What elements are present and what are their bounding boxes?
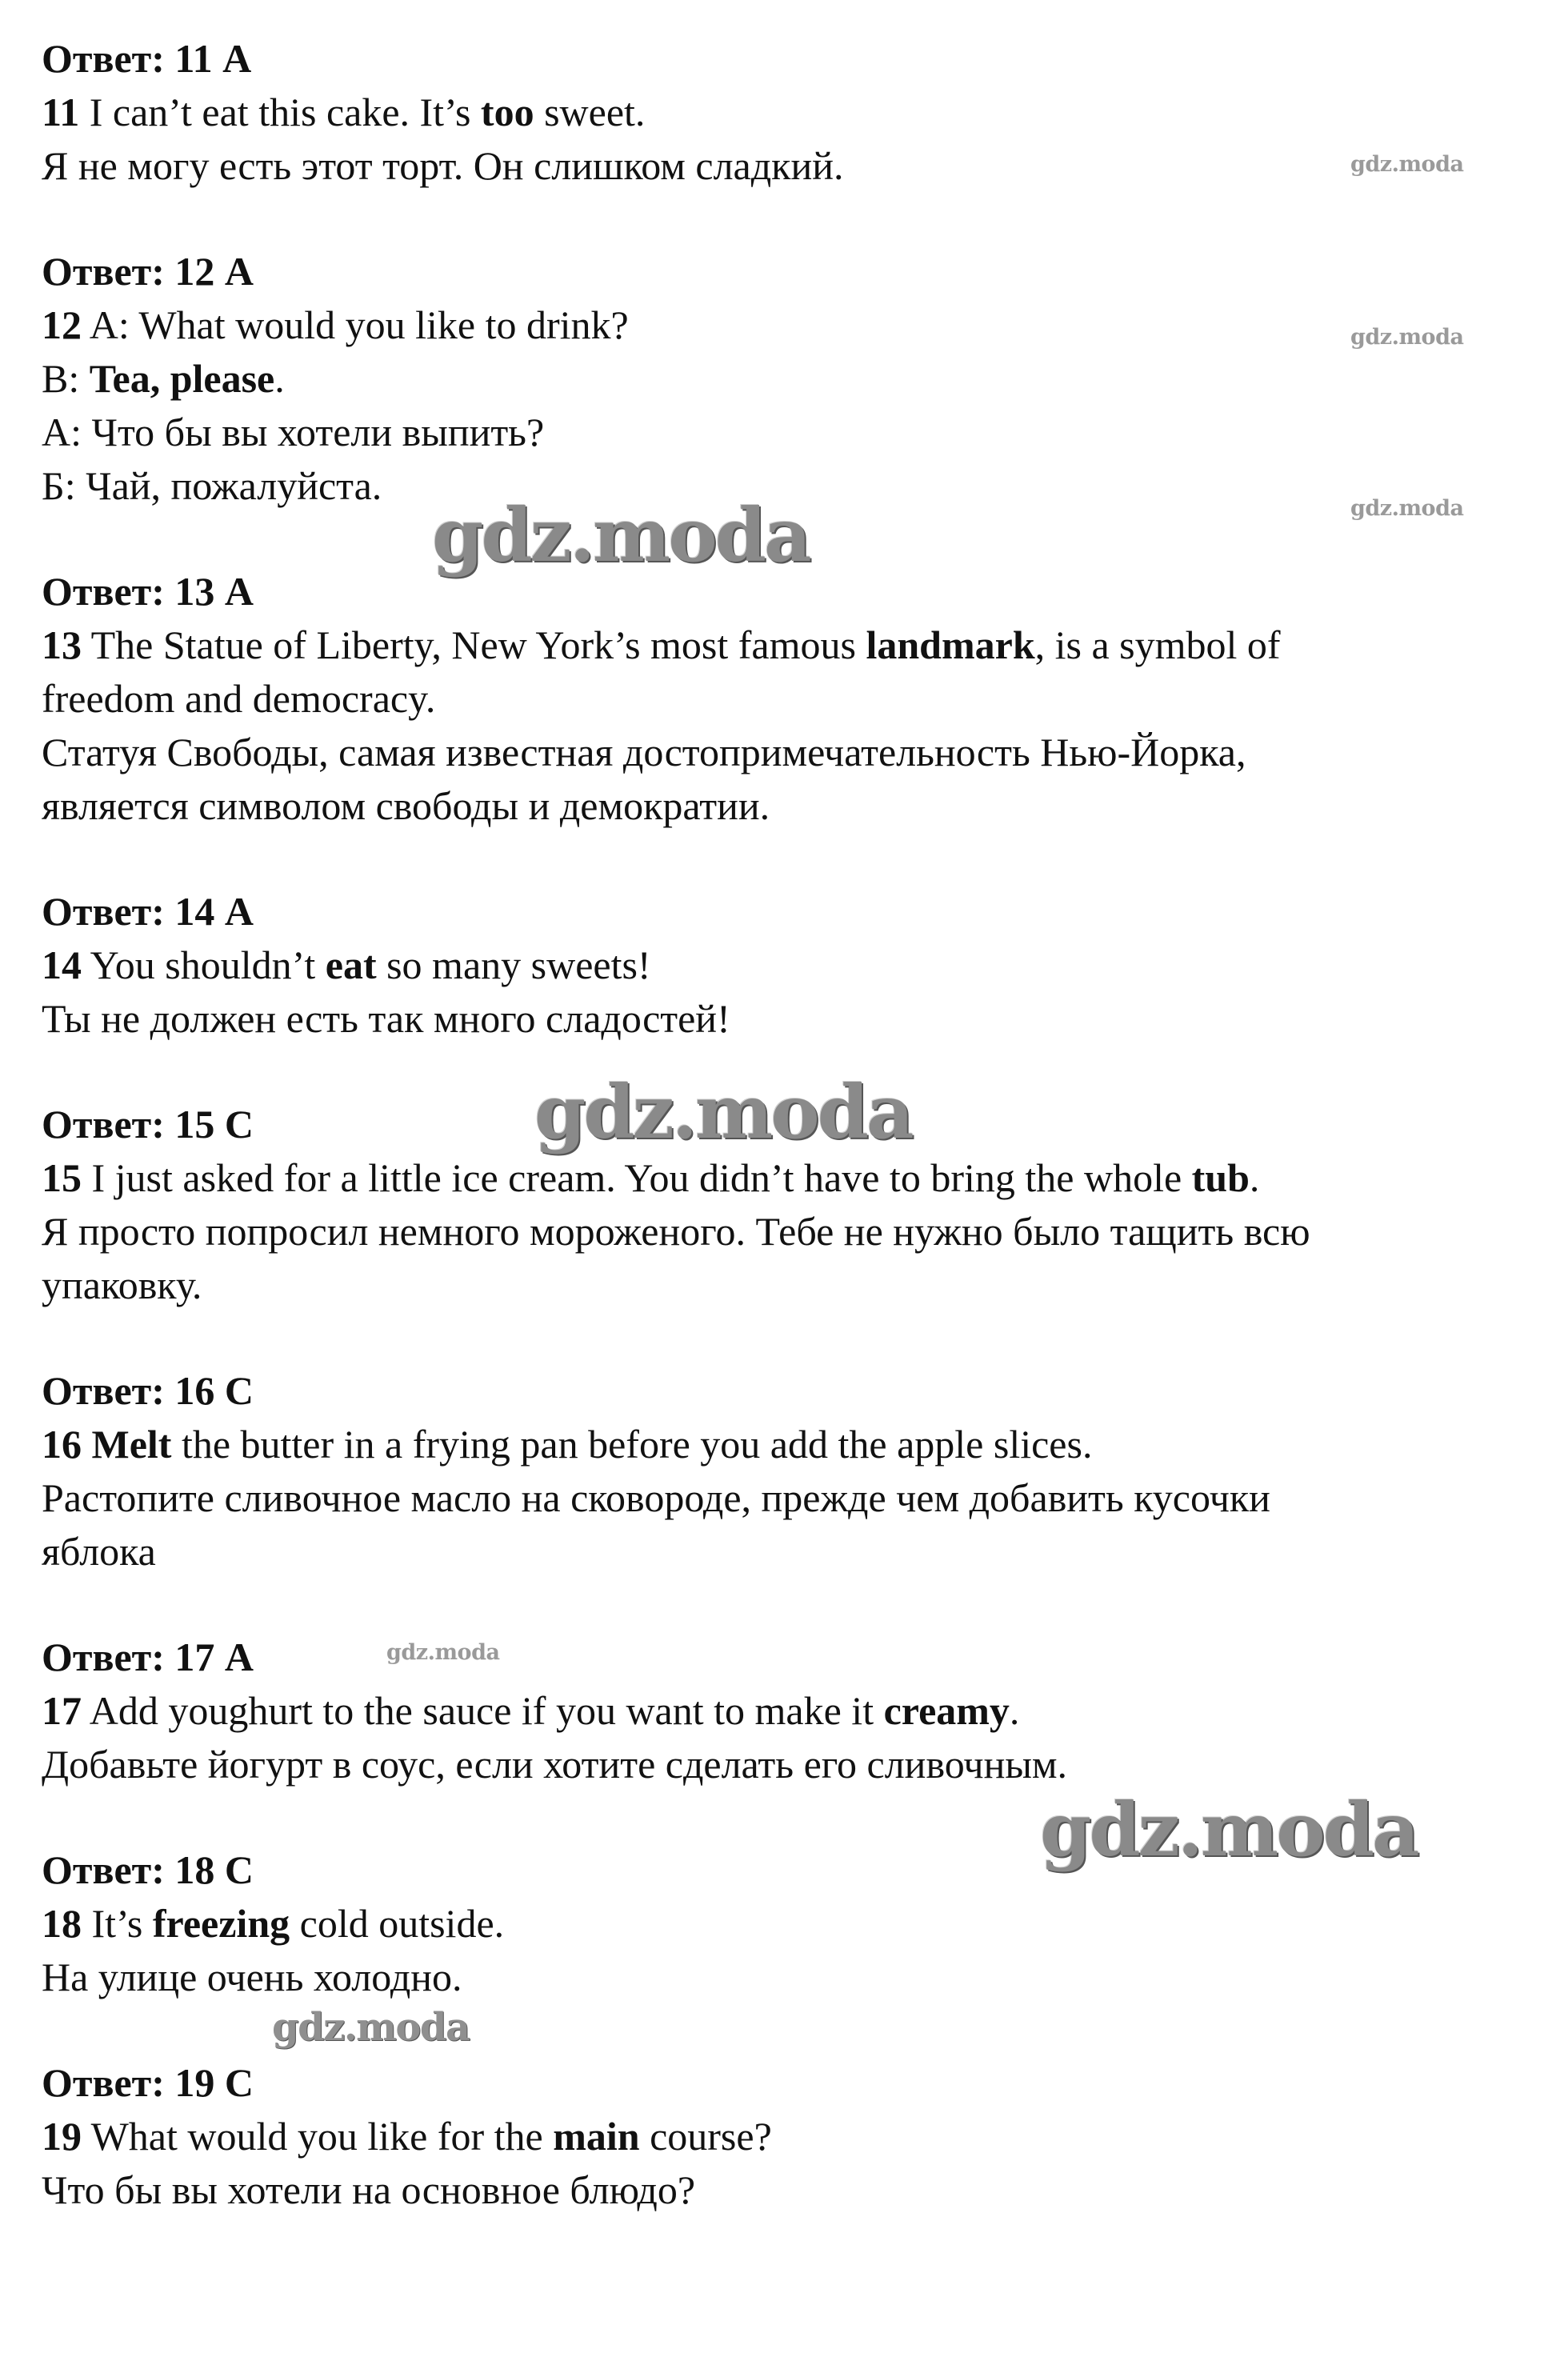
answer-label: Ответ: 13 А <box>42 569 254 614</box>
answer-block <box>42 565 1530 833</box>
watermark-8: gdz.moda <box>272 2005 470 2050</box>
answer-block <box>42 2056 1530 2217</box>
text: What would you like for the <box>82 2114 554 2159</box>
text: I can’t eat this cake. It’s <box>79 90 481 134</box>
text <box>82 1422 92 1467</box>
answer-line <box>42 1525 1530 1579</box>
text: sweet. <box>534 90 646 134</box>
bold-text: 13 <box>42 622 82 667</box>
text: Add youghurt to the sauce if you want to make it <box>82 1688 884 1733</box>
text: . <box>1249 1155 1260 1200</box>
answer-line <box>42 1738 1530 1791</box>
text: Добавьте йогурт в соус, если хотите сделать его сливочным. <box>42 1742 1068 1787</box>
bold-text: freezing <box>152 1901 290 1946</box>
answer-line <box>42 992 1530 1046</box>
text: so many sweets! <box>376 942 651 987</box>
answer-line <box>42 1684 1530 1738</box>
answer-line <box>42 1418 1530 1471</box>
answer-label: Ответ: 19 С <box>42 2060 254 2105</box>
answer-label: Ответ: 15 С <box>42 1102 254 1146</box>
answer-line <box>42 298 1530 352</box>
bold-text: 12 <box>42 302 82 347</box>
text: B: <box>42 356 90 401</box>
answer-line <box>42 618 1530 672</box>
text: course? <box>639 2114 772 2159</box>
watermark-1: gdz.moda <box>1350 152 1464 177</box>
text: , is a symbol of <box>1034 622 1281 667</box>
bold-text: 16 <box>42 1422 82 1467</box>
answer-line <box>42 1471 1530 1525</box>
answer-label: Ответ: 14 А <box>42 889 254 934</box>
answer-line <box>42 779 1530 833</box>
watermark-2: gdz.moda <box>1350 325 1464 350</box>
text: Я не могу есть этот торт. Он слишком сладкий. <box>42 143 844 188</box>
answer-block <box>42 1098 1530 1312</box>
answer-block <box>42 1364 1530 1579</box>
answer-block <box>42 885 1530 1046</box>
bold-text: tub <box>1191 1155 1250 1200</box>
answer-line <box>42 726 1530 779</box>
answer-line <box>42 139 1530 193</box>
answer-line <box>42 2110 1530 2163</box>
bold-text: 19 <box>42 2114 82 2159</box>
answer-line <box>42 1151 1530 1205</box>
bold-text: 18 <box>42 1901 82 1946</box>
answer-line <box>42 352 1530 406</box>
answer-line <box>42 1951 1530 2004</box>
answer-label: Ответ: 18 С <box>42 1847 254 1892</box>
answer-block <box>42 1843 1530 2004</box>
watermark-6: gdz.moda <box>386 1640 500 1665</box>
text: А: Что бы вы хотели выпить? <box>42 410 545 454</box>
text: cold outside. <box>290 1901 505 1946</box>
bold-text: creamy <box>883 1688 1010 1733</box>
watermark-3: gdz.moda <box>1350 496 1464 521</box>
bold-text: landmark <box>866 622 1035 667</box>
text: It’s <box>82 1901 153 1946</box>
text: I just asked for a little ice cream. You didn’t have to bring the whole <box>82 1155 1192 1200</box>
text: Я просто попросил немного мороженого. Тебе не нужно было тащить всю <box>42 1209 1310 1254</box>
bold-text: too <box>480 90 534 134</box>
text: The Statue of Liberty, New York’s most famous <box>82 622 866 667</box>
text: является символом свободы и демократии. <box>42 783 770 828</box>
text: You shouldn’t <box>82 942 326 987</box>
bold-text: 17 <box>42 1688 82 1733</box>
text: Что бы вы хотели на основное блюдо? <box>42 2167 696 2212</box>
answer-label: Ответ: 12 А <box>42 249 254 294</box>
bold-text: Melt <box>91 1422 172 1467</box>
answer-block <box>42 1631 1530 1791</box>
text: . <box>1009 1688 1020 1733</box>
answer-line <box>42 1259 1530 1312</box>
answer-line <box>42 938 1530 992</box>
text: freedom and democracy. <box>42 676 436 721</box>
bold-text: main <box>553 2114 640 2159</box>
answer-label: Ответ: 11 А <box>42 36 252 81</box>
watermark-7: gdz.moda <box>1040 1787 1418 1873</box>
answer-block <box>42 245 1530 513</box>
watermark-4: gdz.moda <box>432 492 810 578</box>
text: A: What would you like to drink? <box>82 302 629 347</box>
text: упаковку. <box>42 1263 202 1307</box>
answer-block <box>42 32 1530 193</box>
answer-label: Ответ: 16 С <box>42 1368 254 1413</box>
answer-line <box>42 1897 1530 1951</box>
watermark-5: gdz.moda <box>534 1069 912 1155</box>
bold-text: 14 <box>42 942 82 987</box>
text: Растопите сливочное масло на сковороде, прежде чем добавить кусочки <box>42 1475 1270 1520</box>
text: . <box>274 356 285 401</box>
text: Статуя Свободы, самая известная достопримечательность Нью-Йорка, <box>42 730 1246 774</box>
answer-label: Ответ: 17 А <box>42 1635 254 1679</box>
text: На улице очень холодно. <box>42 1955 462 1999</box>
bold-text: Tea, please <box>89 356 275 401</box>
answer-line <box>42 86 1530 139</box>
bold-text: eat <box>325 942 377 987</box>
answer-line <box>42 2163 1530 2217</box>
text: the butter in a frying pan before you add the apple slices. <box>171 1422 1093 1467</box>
answers-page <box>42 32 1530 2269</box>
text: Б: Чай, пожалуйста. <box>42 463 382 508</box>
answer-line <box>42 1205 1530 1259</box>
answer-line <box>42 406 1530 459</box>
text: яблока <box>42 1529 156 1574</box>
answer-line <box>42 672 1530 726</box>
bold-text: 15 <box>42 1155 82 1200</box>
text: Ты не должен есть так много сладостей! <box>42 996 730 1041</box>
bold-text: 11 <box>42 90 80 134</box>
answer-line <box>42 459 1530 513</box>
